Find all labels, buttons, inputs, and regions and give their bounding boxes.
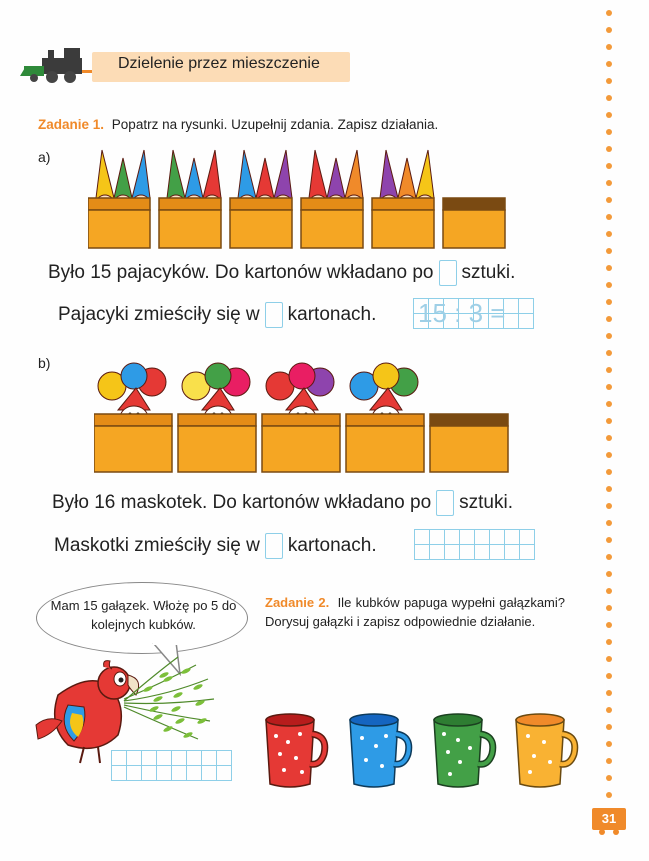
task2-text: Ile kubków papuga wypełni gałązkami? Dorysuj gałązki i zapisz odpowiednie działanie. <box>265 595 566 629</box>
margin-dot <box>606 537 612 543</box>
part-b-line1-after: sztuki. <box>459 492 514 514</box>
grid-cell <box>445 530 460 545</box>
speech-text: Mam 15 gałązek. Włożę po 5 do kolejnych kubków. <box>50 598 237 632</box>
grid-cell <box>490 530 505 545</box>
margin-dot <box>606 333 612 339</box>
margin-dot <box>606 282 612 288</box>
answer-box-a2[interactable] <box>265 302 283 328</box>
margin-dot <box>606 95 612 101</box>
carton <box>159 150 221 248</box>
grid-cell <box>475 545 490 560</box>
grid-cell <box>142 751 157 766</box>
task1-instruction: Popatrz na rysunki. Uzupełnij zdania. Zapisz działania. <box>111 117 439 132</box>
clown-cartons-illustration <box>88 146 518 250</box>
mug-blue <box>346 712 416 790</box>
wheels-icon <box>596 828 624 836</box>
margin-dot <box>606 231 612 237</box>
margin-dot <box>606 44 612 50</box>
margin-dot <box>606 197 612 203</box>
margin-dot <box>606 792 612 798</box>
grid-cell <box>217 766 232 781</box>
dotted-margin <box>604 10 614 810</box>
part-b-marker: b) <box>38 355 51 371</box>
carton <box>430 414 508 472</box>
part-a-line1 <box>48 260 515 286</box>
margin-dot <box>606 112 612 118</box>
grid-cell <box>430 530 445 545</box>
margin-dot <box>606 299 612 305</box>
grid-cell <box>127 766 142 781</box>
mug-yellow <box>512 712 582 790</box>
margin-dot <box>606 775 612 781</box>
margin-dot <box>606 316 612 322</box>
task1-label: Zadanie 1. <box>38 117 105 132</box>
grid-cell <box>142 766 157 781</box>
page-title: Dzielenie przez mieszczenie <box>118 55 320 72</box>
grid-cell <box>112 766 127 781</box>
part-b-line2-after: kartonach. <box>287 535 377 557</box>
margin-dot <box>606 469 612 475</box>
carton <box>301 150 363 248</box>
carton <box>88 150 150 248</box>
part-b-line2-before: Maskotki zmieściły się w <box>54 535 260 557</box>
train-icon <box>20 44 100 86</box>
grid-cell <box>415 530 430 545</box>
grid-cell <box>127 751 142 766</box>
margin-dot <box>606 741 612 747</box>
carton <box>443 198 505 248</box>
grid-cell <box>505 530 520 545</box>
margin-dot <box>606 520 612 526</box>
grid-cell <box>157 766 172 781</box>
margin-dot <box>606 146 612 152</box>
answer-box-b2[interactable] <box>265 533 283 559</box>
margin-dot <box>606 10 612 16</box>
grid-cell <box>172 751 187 766</box>
margin-dot <box>606 180 612 186</box>
grid-cell <box>460 530 475 545</box>
grid-cell <box>520 545 535 560</box>
part-a-marker: a) <box>38 149 51 165</box>
grid-cell <box>460 545 475 560</box>
grid-cell <box>520 530 535 545</box>
margin-dot <box>606 129 612 135</box>
margin-dot <box>606 27 612 33</box>
margin-dot <box>606 622 612 628</box>
margin-dot <box>606 248 612 254</box>
margin-dot <box>606 350 612 356</box>
part-b-line2 <box>54 533 377 559</box>
equation-grid-task2[interactable] <box>111 750 232 781</box>
grid-cell <box>202 766 217 781</box>
carton <box>178 363 256 472</box>
grid-cell <box>172 766 187 781</box>
carton <box>230 150 292 248</box>
part-a-line2-before: Pajacyki zmieściły się w <box>58 304 260 326</box>
grid-cell <box>157 751 172 766</box>
margin-dot <box>606 690 612 696</box>
margin-dot <box>606 452 612 458</box>
mug-green <box>430 712 500 790</box>
grid-cell <box>202 751 217 766</box>
margin-dot <box>606 639 612 645</box>
margin-dot <box>606 605 612 611</box>
margin-dot <box>606 163 612 169</box>
grid-cell <box>187 766 202 781</box>
part-b-line1-before: Było 16 maskotek. Do kartonów wkładano po <box>52 492 432 514</box>
grid-cell <box>112 751 127 766</box>
margin-dot <box>606 265 612 271</box>
margin-dot <box>606 588 612 594</box>
page-number: 31 <box>592 808 626 830</box>
margin-dot <box>606 61 612 67</box>
grid-cell <box>519 299 534 314</box>
grid-cell <box>519 314 534 329</box>
margin-dot <box>606 78 612 84</box>
equation-a-text: 15 : 3 = <box>418 298 506 328</box>
margin-dot <box>606 435 612 441</box>
margin-dot <box>606 724 612 730</box>
task1-header <box>38 117 438 132</box>
grid-cell <box>505 545 520 560</box>
margin-dot <box>606 571 612 577</box>
margin-dot <box>606 503 612 509</box>
part-a-line1-before: Było 15 pajacyków. Do kartonów wkładano po <box>48 262 434 284</box>
margin-dot <box>606 486 612 492</box>
mug-red <box>262 712 332 790</box>
grid-cell <box>504 299 519 314</box>
margin-dot <box>606 367 612 373</box>
carton <box>94 363 172 472</box>
grid-cell <box>504 314 519 329</box>
grid-cell <box>430 545 445 560</box>
answer-box-b1[interactable] <box>436 490 454 516</box>
carton <box>262 363 340 472</box>
grid-cell <box>187 751 202 766</box>
grid-cell <box>475 530 490 545</box>
grid-cell <box>217 751 232 766</box>
margin-dot <box>606 401 612 407</box>
margin-dot <box>606 554 612 560</box>
part-a-line2 <box>58 302 376 328</box>
mascot-cartons-illustration <box>94 352 514 476</box>
margin-dot <box>606 656 612 662</box>
margin-dot <box>606 418 612 424</box>
equation-grid-b[interactable] <box>414 529 535 560</box>
grid-cell <box>415 545 430 560</box>
margin-dot <box>606 214 612 220</box>
part-a-line1-after: sztuki. <box>461 262 516 284</box>
part-b-line1 <box>52 490 513 516</box>
margin-dot <box>606 707 612 713</box>
answer-box-a1[interactable] <box>439 260 457 286</box>
margin-dot <box>606 384 612 390</box>
carton <box>372 150 434 248</box>
part-a-line2-after: kartonach. <box>287 304 377 326</box>
grid-cell <box>445 545 460 560</box>
task2-block <box>265 593 565 631</box>
carton <box>346 363 424 472</box>
margin-dot <box>606 758 612 764</box>
grid-cell <box>490 545 505 560</box>
margin-dot <box>606 673 612 679</box>
task2-label: Zadanie 2. <box>265 595 330 610</box>
